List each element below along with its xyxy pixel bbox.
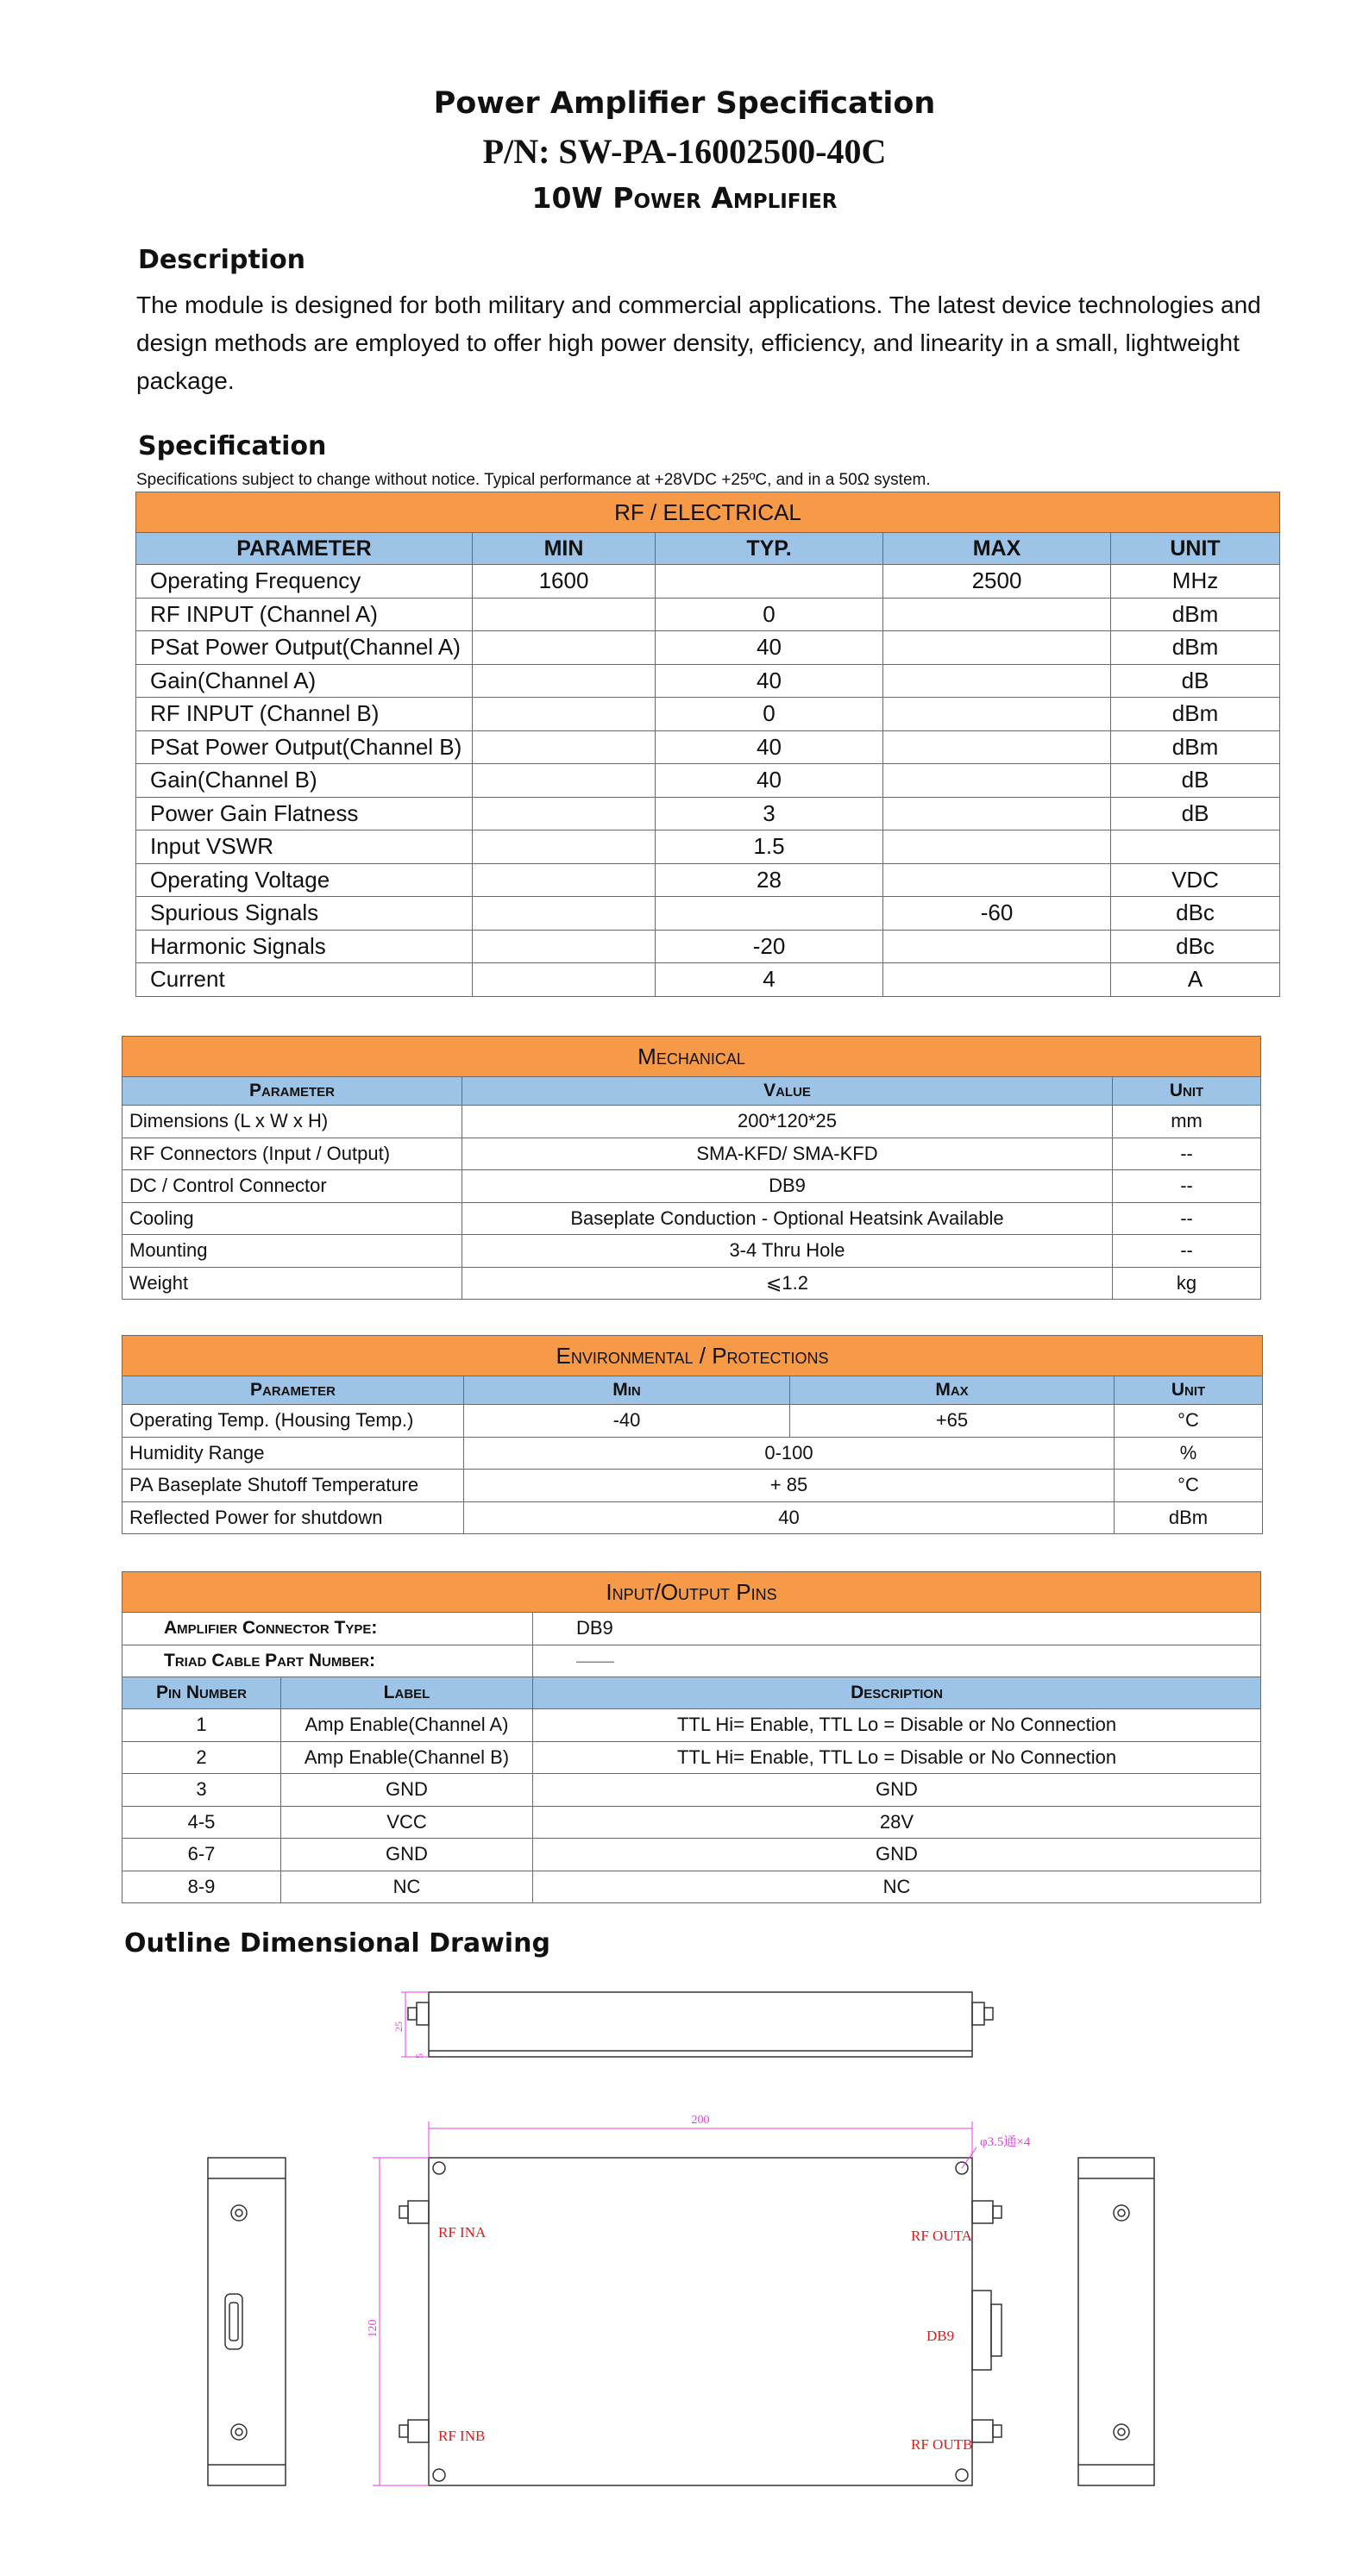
env-table-row	[122, 1501, 1263, 1534]
rf-table-cell: Operating Voltage	[136, 863, 473, 897]
rf-table-cell: Gain(Channel B)	[136, 764, 473, 798]
mech-header-parameter: Parameter	[122, 1077, 462, 1106]
pins-table-cell: TTL Hi= Enable, TTL Lo = Disable or No Connection	[533, 1741, 1261, 1774]
mech-table-cell: mm	[1113, 1106, 1261, 1138]
rf-table-cell	[473, 930, 656, 963]
env-table-caption: Environmental / Protections	[122, 1336, 1263, 1376]
rf-table-row	[136, 963, 1280, 997]
mech-table-cell: Cooling	[122, 1202, 462, 1235]
rf-table-cell: A	[1111, 963, 1280, 997]
mech-table-cell: SMA-KFD/ SMA-KFD	[462, 1138, 1113, 1170]
environmental-table	[122, 1335, 1263, 1534]
mech-table-row	[122, 1170, 1261, 1203]
mech-table-cell: RF Connectors (Input / Output)	[122, 1138, 462, 1170]
pins-table-cell: NC	[281, 1871, 533, 1903]
rf-table-cell	[473, 863, 656, 897]
rf-table-cell	[883, 730, 1111, 764]
rf-table-cell: Harmonic Signals	[136, 930, 473, 963]
rf-table-cell: Power Gain Flatness	[136, 797, 473, 830]
rf-table-cell: 1600	[473, 565, 656, 599]
rf-table-row	[136, 598, 1280, 631]
pins-table-cell: GND	[281, 1774, 533, 1807]
rf-table-cell: 3	[656, 797, 883, 830]
rf-table-row	[136, 631, 1280, 665]
env-table-cell: dBm	[1115, 1501, 1263, 1534]
env-table-row	[122, 1470, 1263, 1502]
cable-part-label: Triad Cable Part Number:	[122, 1645, 533, 1677]
rf-table-cell	[883, 863, 1111, 897]
rf-header-min: MIN	[473, 533, 656, 565]
pins-table-row	[122, 1806, 1261, 1839]
pins-table-cell: GND	[281, 1839, 533, 1871]
rf-table-row	[136, 664, 1280, 698]
right-side-view	[1078, 2158, 1154, 2485]
pins-table-cell: 28V	[533, 1806, 1261, 1839]
rf-table-cell: 2500	[883, 565, 1111, 599]
env-table-cell: Reflected Power for shutdown	[122, 1501, 464, 1534]
mech-table-caption: Mechanical	[122, 1037, 1261, 1077]
rf-table-cell: -60	[883, 897, 1111, 931]
env-header-min: Min	[464, 1376, 790, 1405]
env-table-cell: Humidity Range	[122, 1437, 464, 1470]
rf-table-cell: dBc	[1111, 897, 1280, 931]
mechanical-table	[122, 1036, 1261, 1300]
plan-view	[373, 2122, 1002, 2485]
rf-table-cell: dBm	[1111, 698, 1280, 731]
left-side-view	[208, 2158, 286, 2485]
db9-label: DB9	[926, 2328, 955, 2344]
pins-header-description: Description	[533, 1677, 1261, 1709]
env-table-cell: °C	[1115, 1405, 1263, 1438]
env-table-cell: + 85	[464, 1470, 1115, 1502]
mech-table-cell: --	[1113, 1202, 1261, 1235]
pins-table-row	[122, 1839, 1261, 1871]
mech-table-cell: --	[1113, 1138, 1261, 1170]
pins-table-cell: VCC	[281, 1806, 533, 1839]
env-table-row	[122, 1405, 1263, 1438]
rf-table-row	[136, 730, 1280, 764]
env-table-cell: %	[1115, 1437, 1263, 1470]
rf-table-cell: Gain(Channel A)	[136, 664, 473, 698]
env-header-unit: Unit	[1115, 1376, 1263, 1405]
rf-table-cell	[883, 963, 1111, 997]
pins-table-cell: 2	[122, 1741, 281, 1774]
mech-table-row	[122, 1202, 1261, 1235]
rf-table-cell	[473, 830, 656, 864]
rf-table-cell: RF INPUT (Channel A)	[136, 598, 473, 631]
mech-table-cell: Baseplate Conduction - Optional Heatsink Available	[462, 1202, 1113, 1235]
rf-table-cell	[883, 930, 1111, 963]
rf-table-cell: 1.5	[656, 830, 883, 864]
mech-table-cell: kg	[1113, 1267, 1261, 1300]
rf-table-cell: 0	[656, 698, 883, 731]
mech-table-cell: DC / Control Connector	[122, 1170, 462, 1203]
specification-note: Specifications subject to change without notice. Typical performance at +28VDC +25ºC, and in a 50Ω system.	[136, 471, 931, 489]
rf-table-cell: Current	[136, 963, 473, 997]
mech-table-row	[122, 1106, 1261, 1138]
pins-table-row	[122, 1741, 1261, 1774]
rf-table-cell: 4	[656, 963, 883, 997]
rf-table-cell: RF INPUT (Channel B)	[136, 698, 473, 731]
rf-table-row	[136, 830, 1280, 864]
mech-table-row	[122, 1138, 1261, 1170]
env-table-cell: °C	[1115, 1470, 1263, 1502]
rf-table-caption: RF / ELECTRICAL	[136, 492, 1280, 533]
rf-table-cell	[473, 897, 656, 931]
dim-length-label: 200	[691, 2114, 710, 2127]
env-table-cell: PA Baseplate Shutoff Temperature	[122, 1470, 464, 1502]
env-table-cell: 0-100	[464, 1437, 1115, 1470]
rf-table-cell: PSat Power Output(Channel B)	[136, 730, 473, 764]
rf-table-cell	[1111, 830, 1280, 864]
rf-outa-label: RF OUTA	[911, 2228, 972, 2244]
rf-table-cell	[883, 698, 1111, 731]
rf-table-row	[136, 698, 1280, 731]
rf-table-row	[136, 930, 1280, 963]
mech-table-row	[122, 1267, 1261, 1300]
rf-table-cell	[473, 797, 656, 830]
rf-table-cell: dB	[1111, 797, 1280, 830]
rf-table-cell	[883, 598, 1111, 631]
rf-table-cell: VDC	[1111, 863, 1280, 897]
pins-table-cell: 1	[122, 1709, 281, 1742]
rf-table-cell	[473, 598, 656, 631]
io-pins-table	[122, 1571, 1261, 1903]
rf-table-cell	[656, 897, 883, 931]
pins-table-cell: 8-9	[122, 1871, 281, 1903]
title-block	[0, 79, 1369, 221]
rf-table-cell	[883, 830, 1111, 864]
rf-table-cell	[473, 698, 656, 731]
rf-table-cell: dBm	[1111, 598, 1280, 631]
rf-table-row	[136, 863, 1280, 897]
dim-height-label: 25	[392, 2021, 405, 2032]
env-table-cell: +65	[790, 1405, 1115, 1438]
rf-table-cell	[473, 764, 656, 798]
connector-type-label: Amplifier Connector Type:	[122, 1613, 533, 1645]
mech-table-cell: 200*120*25	[462, 1106, 1113, 1138]
mech-table-cell: ⩽1.2	[462, 1267, 1113, 1300]
mech-table-cell: Mounting	[122, 1235, 462, 1268]
rf-table-row	[136, 764, 1280, 798]
pins-table-cell: 3	[122, 1774, 281, 1807]
pins-table-row	[122, 1709, 1261, 1742]
rf-table-cell	[883, 764, 1111, 798]
rf-table-cell: -20	[656, 930, 883, 963]
mech-header-value: Value	[462, 1077, 1113, 1106]
rf-table-row	[136, 565, 1280, 599]
pins-table-cell: Amp Enable(Channel A)	[281, 1709, 533, 1742]
rf-header-typ: TYP.	[656, 533, 883, 565]
env-table-row	[122, 1437, 1263, 1470]
rf-table-cell: Input VSWR	[136, 830, 473, 864]
rf-table-cell: 40	[656, 631, 883, 665]
rf-table-cell: dBm	[1111, 730, 1280, 764]
mech-table-cell: Weight	[122, 1267, 462, 1300]
rf-table-cell: 40	[656, 730, 883, 764]
rf-table-cell: 28	[656, 863, 883, 897]
rf-table-cell: dBc	[1111, 930, 1280, 963]
rf-table-cell: dB	[1111, 664, 1280, 698]
rf-table-cell: 40	[656, 664, 883, 698]
pins-table-row	[122, 1871, 1261, 1903]
rf-outb-label: RF OUTB	[911, 2436, 973, 2453]
pins-table-cell: Amp Enable(Channel B)	[281, 1741, 533, 1774]
env-header-max: Max	[790, 1376, 1115, 1405]
part-number: P/N: SW-PA-16002500-40C	[482, 132, 887, 171]
rf-table-cell: dB	[1111, 764, 1280, 798]
rf-inb-label: RF INB	[438, 2428, 486, 2444]
rf-table-cell	[473, 963, 656, 997]
env-header-parameter: Parameter	[122, 1376, 464, 1405]
rf-electrical-table	[135, 492, 1280, 997]
rf-table-cell	[473, 631, 656, 665]
pins-table-cell: GND	[533, 1774, 1261, 1807]
drawing-heading: Outline Dimensional Drawing	[124, 1928, 550, 1959]
rf-table-row	[136, 897, 1280, 931]
rf-ina-label: RF INA	[438, 2224, 487, 2241]
rf-table-cell: Spurious Signals	[136, 897, 473, 931]
pins-table-cell: 4-5	[122, 1806, 281, 1839]
env-table-cell: -40	[464, 1405, 790, 1438]
rf-table-cell: Operating Frequency	[136, 565, 473, 599]
rf-header-parameter: PARAMETER	[136, 533, 473, 565]
rf-table-cell	[883, 664, 1111, 698]
description-heading: Description	[138, 245, 306, 275]
top-view	[401, 1992, 993, 2057]
mech-table-cell: Dimensions (L x W x H)	[122, 1106, 462, 1138]
description-text: The module is designed for both military and commercial applications. The latest device technologies and design methods are employed to offer high power density, efficiency, and linearity in a small, lightweight package.	[136, 291, 1261, 394]
rf-table-cell	[473, 664, 656, 698]
pins-table-cell: 6-7	[122, 1839, 281, 1871]
rf-header-max: MAX	[883, 533, 1111, 565]
mech-table-cell: --	[1113, 1170, 1261, 1203]
mech-header-unit: Unit	[1113, 1077, 1261, 1106]
rf-table-cell	[473, 730, 656, 764]
rf-table-cell	[883, 797, 1111, 830]
hole-note-label: φ3.5通×4	[980, 2135, 1031, 2149]
rf-table-cell: 0	[656, 598, 883, 631]
pins-table-cell: GND	[533, 1839, 1261, 1871]
dim-small-label: 5	[413, 2053, 425, 2059]
mech-table-row	[122, 1235, 1261, 1268]
rf-header-unit: UNIT	[1111, 533, 1280, 565]
doc-subtitle: 10W Power Amplifier	[531, 181, 838, 215]
pins-table-cell: NC	[533, 1871, 1261, 1903]
mech-table-cell: 3-4 Thru Hole	[462, 1235, 1113, 1268]
pins-header-pin: Pin Number	[122, 1677, 281, 1709]
rf-table-cell	[883, 631, 1111, 665]
doc-title: Power Amplifier Specification	[433, 86, 936, 121]
rf-table-row	[136, 797, 1280, 830]
mech-table-cell: --	[1113, 1235, 1261, 1268]
rf-table-cell: 40	[656, 764, 883, 798]
rf-table-cell	[656, 565, 883, 599]
specification-heading: Specification	[138, 431, 327, 461]
rf-table-cell: MHz	[1111, 565, 1280, 599]
rf-table-cell: dBm	[1111, 631, 1280, 665]
rf-table-cell: PSat Power Output(Channel A)	[136, 631, 473, 665]
pins-table-cell: TTL Hi= Enable, TTL Lo = Disable or No Connection	[533, 1709, 1261, 1742]
cable-part-value: ——	[533, 1645, 1261, 1677]
pins-table-row	[122, 1774, 1261, 1807]
pins-header-label: Label	[281, 1677, 533, 1709]
dim-width-label: 120	[367, 2319, 380, 2338]
env-table-cell: Operating Temp. (Housing Temp.)	[122, 1405, 464, 1438]
env-table-cell: 40	[464, 1501, 1115, 1534]
mech-table-cell: DB9	[462, 1170, 1113, 1203]
connector-type-value: DB9	[533, 1613, 1261, 1645]
pins-table-caption: Input/Output Pins	[122, 1572, 1261, 1613]
